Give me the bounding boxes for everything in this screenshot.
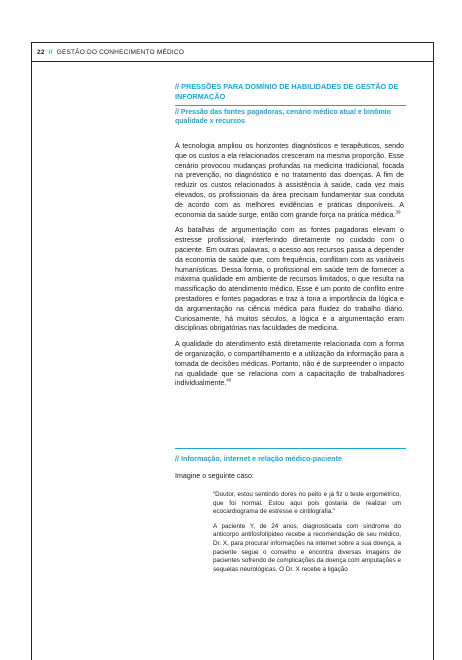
paragraph: As batalhas de argumentação com as fontes pagadoras elevam o estresse profissional, interferindo diretamente no cuidado com o paciente. Em outras palavras, o acesso aos recursos passa a depender da economia de saúde que, com frequência, conflitam com as variáveis humanísticas. Dessa forma, o profissional em saúde tem de fornecer a máxima qualidade em ambiente de recursos limitados, o que resulta na massificação do atendimento médico. Esse é um ponto de conflito entre prestadores e fontes pagadoras e traz à tona a importância da lógica e da argumentação na ciência médica para fluidez do trabalho diário. Curiosamente, há muitos séculos, a lógica e a argumentação eram disciplinas obrigatórias nas faculdades de medicina. <box>175 226 404 333</box>
section-title-rule <box>175 105 406 106</box>
subsection-rule <box>175 448 406 449</box>
subsection-title: // Informação, internet e relação médico-paciente <box>175 454 342 463</box>
page-number: 22 <box>37 49 45 56</box>
case-quotes <box>213 491 401 580</box>
body-paragraphs <box>175 142 404 395</box>
quote-paragraph: “Doutor, estou sentindo dores no peito e já fiz o teste ergométrico, que foi normal. Estou aqui pois gostaria de realizar um ecocardiograma de estresse e cintilografia.” <box>213 491 401 516</box>
subsection-intro: Imagine o seguinte caso: <box>175 472 254 480</box>
paragraph: A tecnologia ampliou os horizontes diagnósticos e terapêuticos, sendo que os custos a ela relacionados cresceram na mesma proporção. Esse cenário provocou mudanças profundas na medicina tradicional, focada na prevenção, no diagnóstico e no tratamento das doenças. A fim de reduzir os custos relacionados à assistência à saúde, cada vez mais elevados, os profissionais da área precisam fundamentar sua conduta de acordo com as melhores evidências e práticas disponíveis. A economia da saúde surge, então com grande força na prática médica.$^{39}$ <box>175 142 404 219</box>
book-title: GESTÃO DO CONHECIMENTO MÉDICO <box>56 49 185 56</box>
section-subtitle: // Pressão das fontes pagadoras, cenário médico atual e binômio qualidade x recursos <box>175 109 391 125</box>
running-header <box>37 49 184 56</box>
section-title: // PRESSÕES PARA DOMÍNIO DE HABILIDADES DE GESTÃO DE INFORMAÇÃO <box>175 82 399 101</box>
quote-paragraph: A paciente Y, de 24 anos, diagnosticada com síndrome do anticorpo antifosfolípideo recebe a recomendação de seu médico, Dr. X, para procurar informações na internet sobre a sua doença, a paciente segue o conselho e encontra diversas imagens de pacientes sofrendo de complicações da doença com amputações e sequelas neurológicas. O Dr. X recebe a ligação <box>213 522 401 573</box>
paragraph: A qualidade do atendimento está diretamente relacionada com a forma de organização, o compartilhamento e a utilização da informação para a tomada de decisões médicas. Portanto, não é de surpreender o impacto na qualidade que se relaciona com a capacitação de trabalhadores individualmente.$^{40}$ <box>175 340 404 388</box>
header-separator: // <box>48 49 53 56</box>
header-rule <box>31 61 434 62</box>
